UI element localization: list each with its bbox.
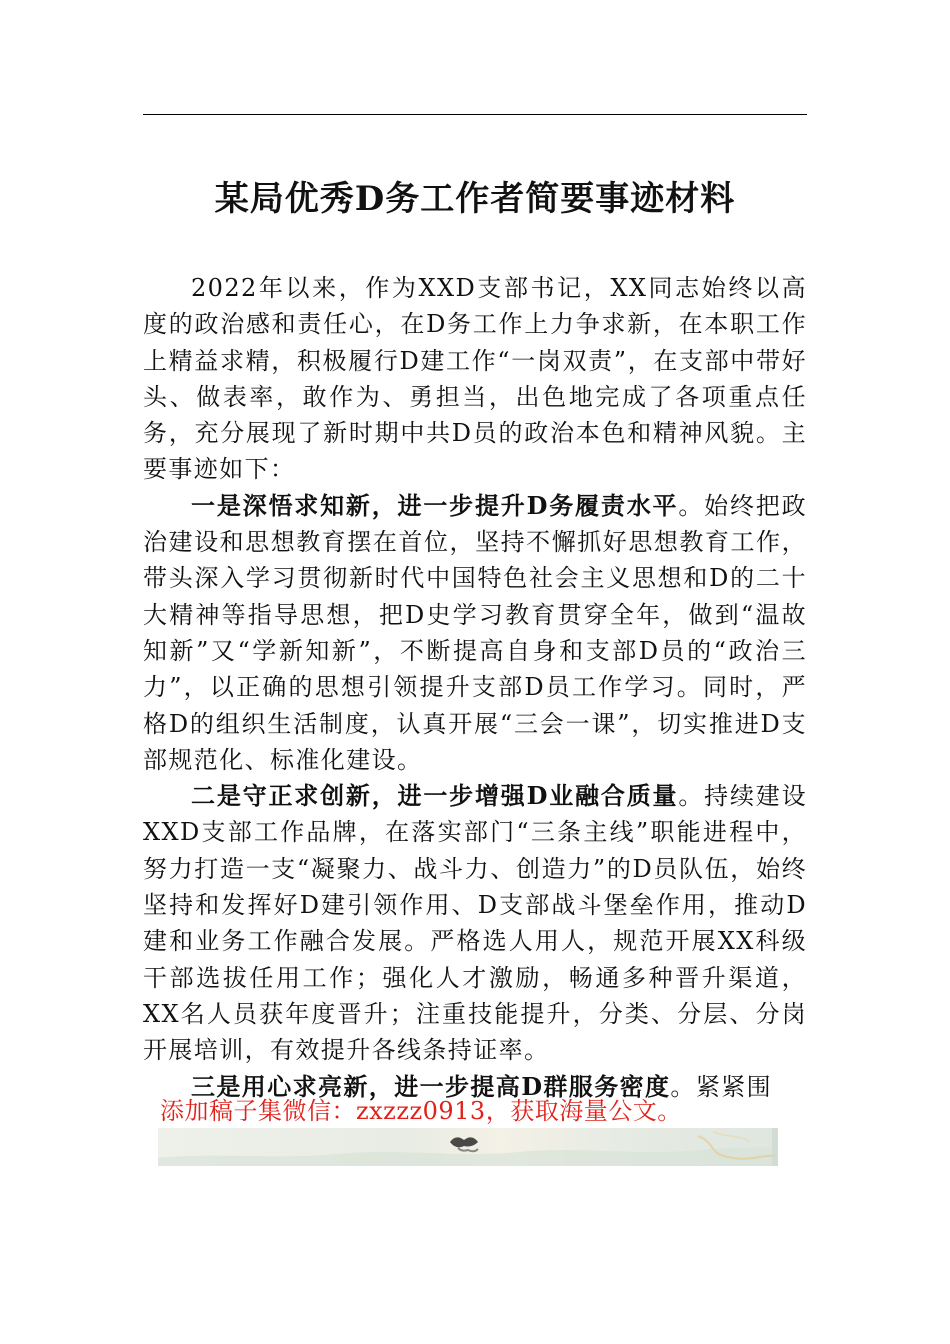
section-text-2: 。持续建设XXD支部工作品牌，在落实部门“三条主线”职能进程中，努力打造一支“凝聚力、战斗力、创造力”的D员队伍，始终坚持和发挥好D建引领作用、D支部战斗堡垒作用，推动D建和业务工作融合发展。严格选人用人，规范开展XX科级干部选拔任用工作；强化人才激励，畅通多种晋升渠道，XX名人员获年度晋升；注重技能提升，分类、分层、分岗开展培训，有效提升各线条持证率。 [143,782,807,1065]
document-body [143,270,807,1105]
intro-paragraph: 2022年以来，作为XXD支部书记，XX同志始终以高度的政治感和责任心，在D务工作上力争求新，在本职工作上精益求精，积极履行D建工作“一岗双责”，在支部中带好头、做表率，敢作为、勇担当，出色地完成了各项重点任务，充分展现了新时期中共D员的政治本色和精神风貌。主要事迹如下： [143,274,807,484]
section-paragraph-1 [143,488,807,778]
section-text-1: 。始终把政治建设和思想教育摆在首位，坚持不懈抓好思想教育工作，带头深入学习贯彻新时代中国特色社会主义思想和D的二十大精神等指导思想，把D史学习教育贯穿全年，做到“温故知新”又“学新知新”，不断提高自身和支部D员的“政治三力”，以正确的思想引领提升支部D员工作学习。同时，严格D的组织生活制度，认真开展“三会一课”，切实推进D支部规范化、标准化建设。 [143,491,807,774]
section-heading-3: 三是用心求亮新，进一步提高D群服务密度 [191,1071,671,1101]
ink-landscape-icon [158,1128,778,1166]
header-rule [143,114,807,115]
section-paragraph-2 [143,778,807,1068]
section-heading-2: 二是守正求创新，进一步增强D业融合质量 [191,781,679,811]
document-title: 某局优秀D务工作者简要事迹材料 [214,179,736,219]
promo-text: 添加稿子集微信：zxzzz0913，获取海量公文。 [160,1097,682,1125]
section-heading-1: 一是深悟求知新，进一步提升D务履责水平 [191,490,679,520]
decorative-banner-image [158,1128,778,1166]
section-text-3: 。紧紧围 [670,1072,773,1101]
